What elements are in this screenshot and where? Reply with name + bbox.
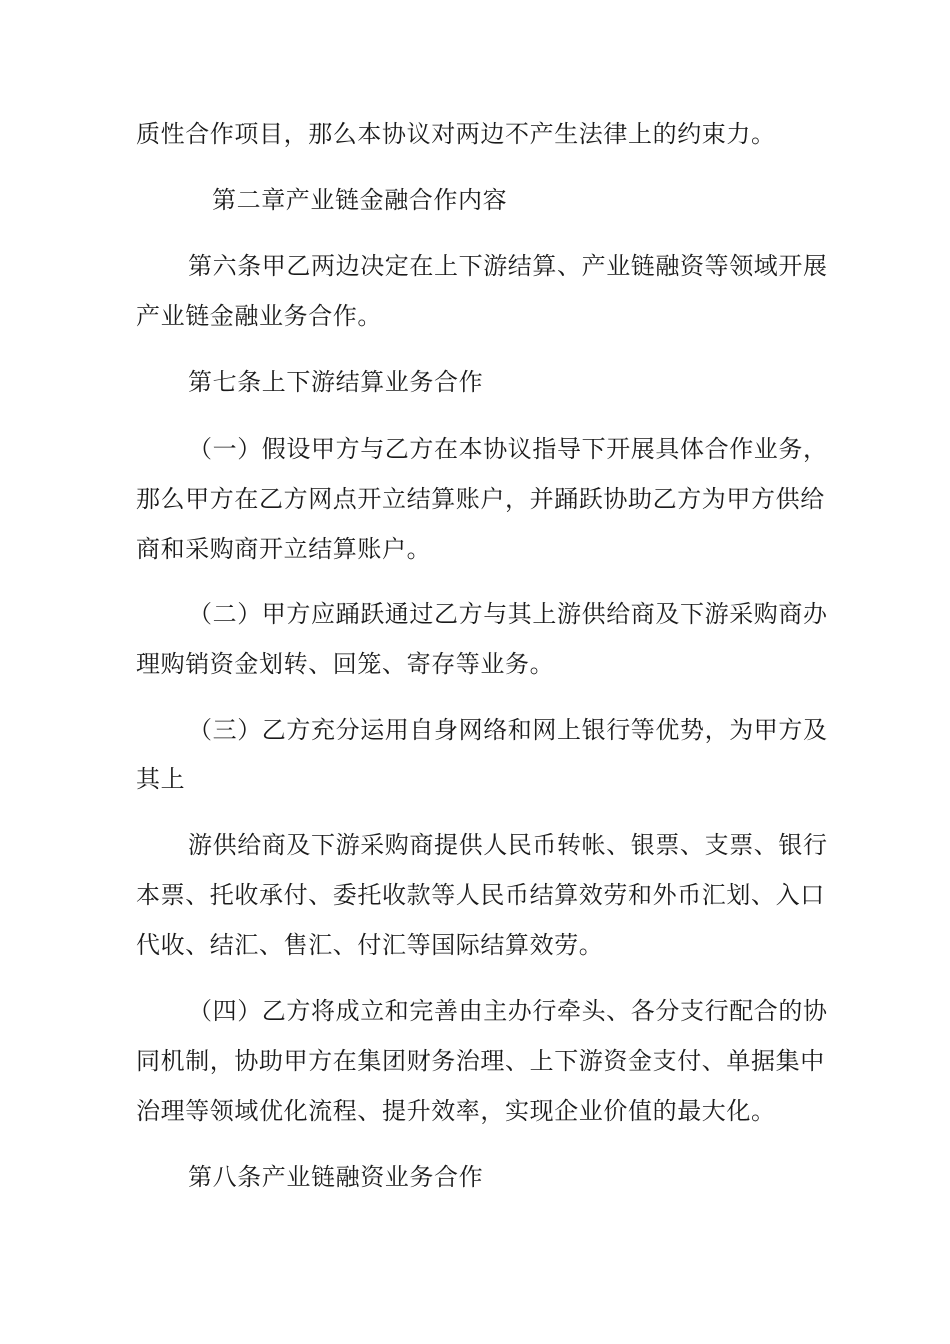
article-6-line-2: 产业链金融业务合作。	[136, 302, 382, 330]
clause-1-line-2: 那么甲方在乙方网点开立结算账户，并踊跃协助乙方为甲方供给	[136, 485, 825, 513]
clause-3-line-3: 游供给商及下游采购商提供人民币转帐、银票、支票、银行	[188, 831, 828, 859]
clause-3-line-2: 其上	[136, 765, 186, 793]
clause-1-line-3: 商和采购商开立结算账户。	[136, 535, 432, 563]
clause-4-line-2: 同机制，协助甲方在集团财务治理、上下游资金支付、单据集中	[136, 1047, 825, 1075]
article-8-heading: 第八条产业链融资业务合作	[188, 1163, 484, 1191]
clause-4-line-3: 治理等领域优化流程、提升效率，实现企业价值的最大化。	[136, 1097, 776, 1125]
article-6-line-1: 第六条甲乙两边决定在上下游结算、产业链融资等领域开展	[188, 252, 828, 280]
clause-3-line-5: 代收、结汇、售汇、付汇等国际结算效劳。	[136, 931, 604, 959]
clause-2-line-2: 理购销资金划转、回笼、寄存等业务。	[136, 650, 555, 678]
clause-3-line-1: （三）乙方充分运用自身网络和网上银行等优势，为甲方及	[188, 716, 828, 744]
clause-4-line-1: （四）乙方将成立和完善由主办行牵头、各分支行配合的协	[188, 997, 828, 1025]
article-7-heading: 第七条上下游结算业务合作	[188, 368, 484, 396]
clause-3-line-4: 本票、托收承付、委托收款等人民币结算效劳和外币汇划、入口	[136, 881, 825, 909]
clause-2-line-1: （二）甲方应踊跃通过乙方与其上游供给商及下游采购商办	[188, 600, 828, 628]
clause-1-line-1: （一）假设甲方与乙方在本协议指导下开展具体合作业务，	[188, 435, 828, 463]
paragraph-line-continuation: 质性合作项目，那么本协议对两边不产生法律上的约束力。	[136, 120, 776, 148]
chapter-heading: 第二章产业链金融合作内容	[212, 186, 508, 214]
